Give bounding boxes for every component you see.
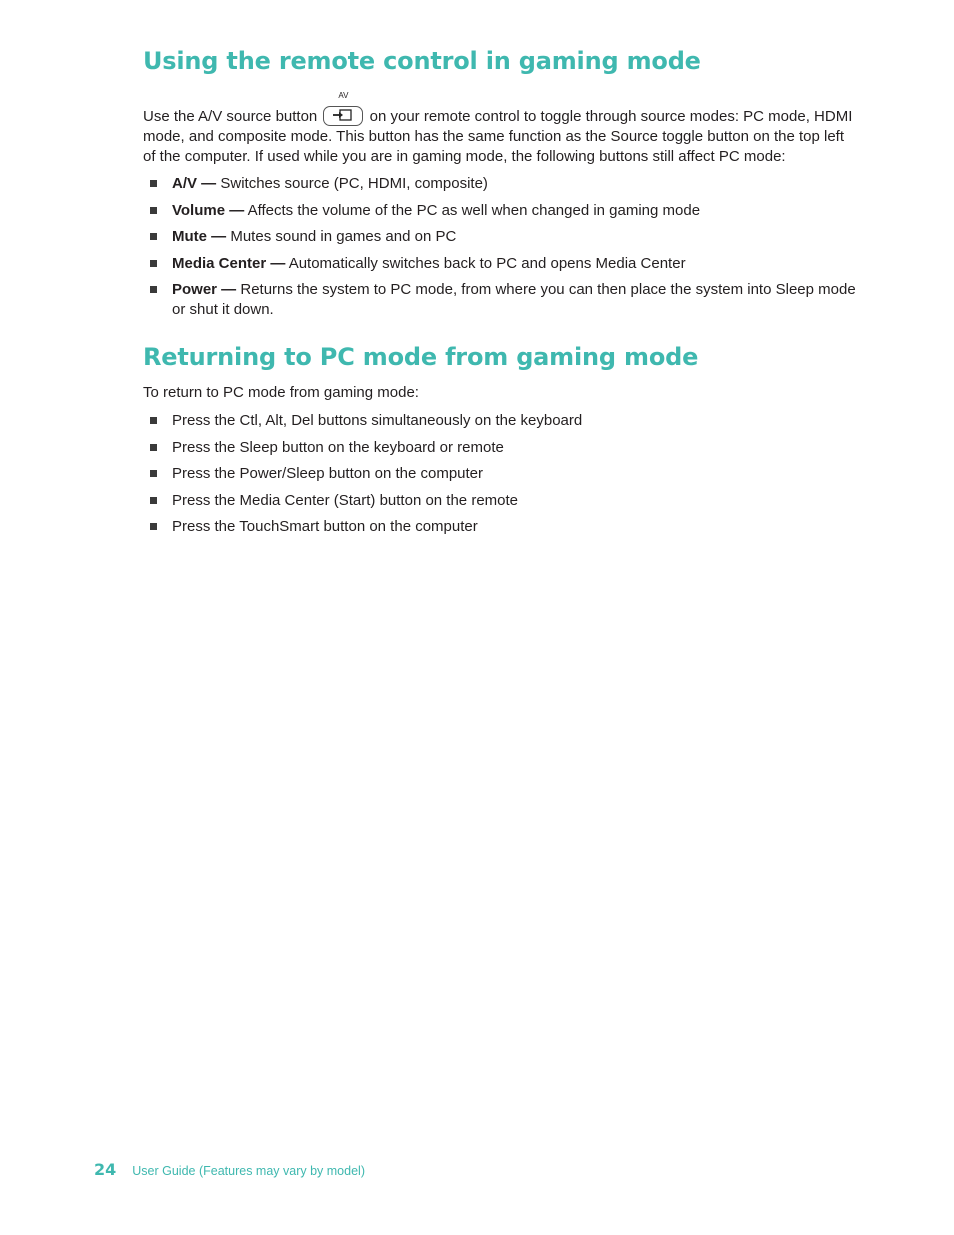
item-term: A/V — [172, 175, 217, 192]
av-source-icon [332, 109, 352, 121]
item-text: Press the Ctl, Alt, Del buttons simultaneously on the keyboard [172, 412, 583, 429]
av-source-button-graphic [323, 91, 363, 126]
return-steps-list [143, 411, 859, 544]
bullet-square-icon [150, 260, 157, 267]
gaming-buttons-list [143, 174, 859, 327]
intro-text-after: on your remote control to toggle through source modes: PC mode, HDMI mode, and composite mode. This button has the same function as the Source toggle button on the top left of the computer. If used while you are in gaming mode, the following buttons still affect PC mode: [143, 108, 853, 165]
item-text: Affects the volume of the PC as well when changed in gaming mode [247, 201, 701, 219]
bullet-square-icon [150, 286, 157, 293]
bullet-square-icon [150, 497, 157, 504]
bullet-square-icon [150, 523, 157, 530]
bullet-square-icon [150, 470, 157, 477]
item-text: Switches source (PC, HDMI, composite) [220, 175, 488, 192]
list-item [143, 201, 859, 221]
item-term: Media Center — [172, 254, 286, 272]
list-item [143, 491, 859, 511]
list-item [143, 438, 859, 458]
bullet-square-icon [150, 233, 157, 240]
item-text: Automatically switches back to PC and opens Media Center [288, 254, 686, 272]
section2-intro: To return to PC mode from gaming mode: [143, 384, 419, 401]
intro-text-before: Use the A/V source button [143, 108, 318, 125]
item-text: Press the TouchSmart button on the computer [172, 518, 478, 535]
list-item [143, 411, 859, 431]
list-item [143, 227, 859, 247]
item-text: Press the Media Center (Start) button on the remote [172, 491, 519, 509]
item-text: Press the Sleep button on the keyboard or remote [172, 438, 504, 456]
item-term: Power — [172, 281, 237, 298]
page-footer [94, 1160, 365, 1180]
item-term: Volume — [172, 201, 245, 219]
av-button-label: AV [338, 91, 349, 100]
list-item [143, 517, 859, 537]
bullet-square-icon [150, 180, 157, 187]
bullet-square-icon [150, 417, 157, 424]
list-item [143, 254, 859, 274]
item-term: Mute — [172, 228, 227, 245]
item-text: Returns the system to PC mode, from where you can then place the system into Sleep mode or shut it down. [172, 281, 856, 318]
list-item [143, 174, 859, 194]
item-text: Press the Power/Sleep button on the computer [172, 465, 484, 482]
item-text: Mutes sound in games and on PC [230, 228, 457, 245]
page-number: 24 [94, 1160, 117, 1179]
bullet-square-icon [150, 444, 157, 451]
section-heading-return-pc: Returning to PC mode from gaming mode [143, 343, 699, 371]
bullet-square-icon [150, 207, 157, 214]
list-item [143, 280, 859, 320]
section-heading-remote-gaming: Using the remote control in gaming mode [143, 47, 701, 75]
footer-text: User Guide (Features may vary by model) [132, 1164, 365, 1178]
section1-intro [143, 91, 859, 167]
list-item [143, 464, 859, 484]
